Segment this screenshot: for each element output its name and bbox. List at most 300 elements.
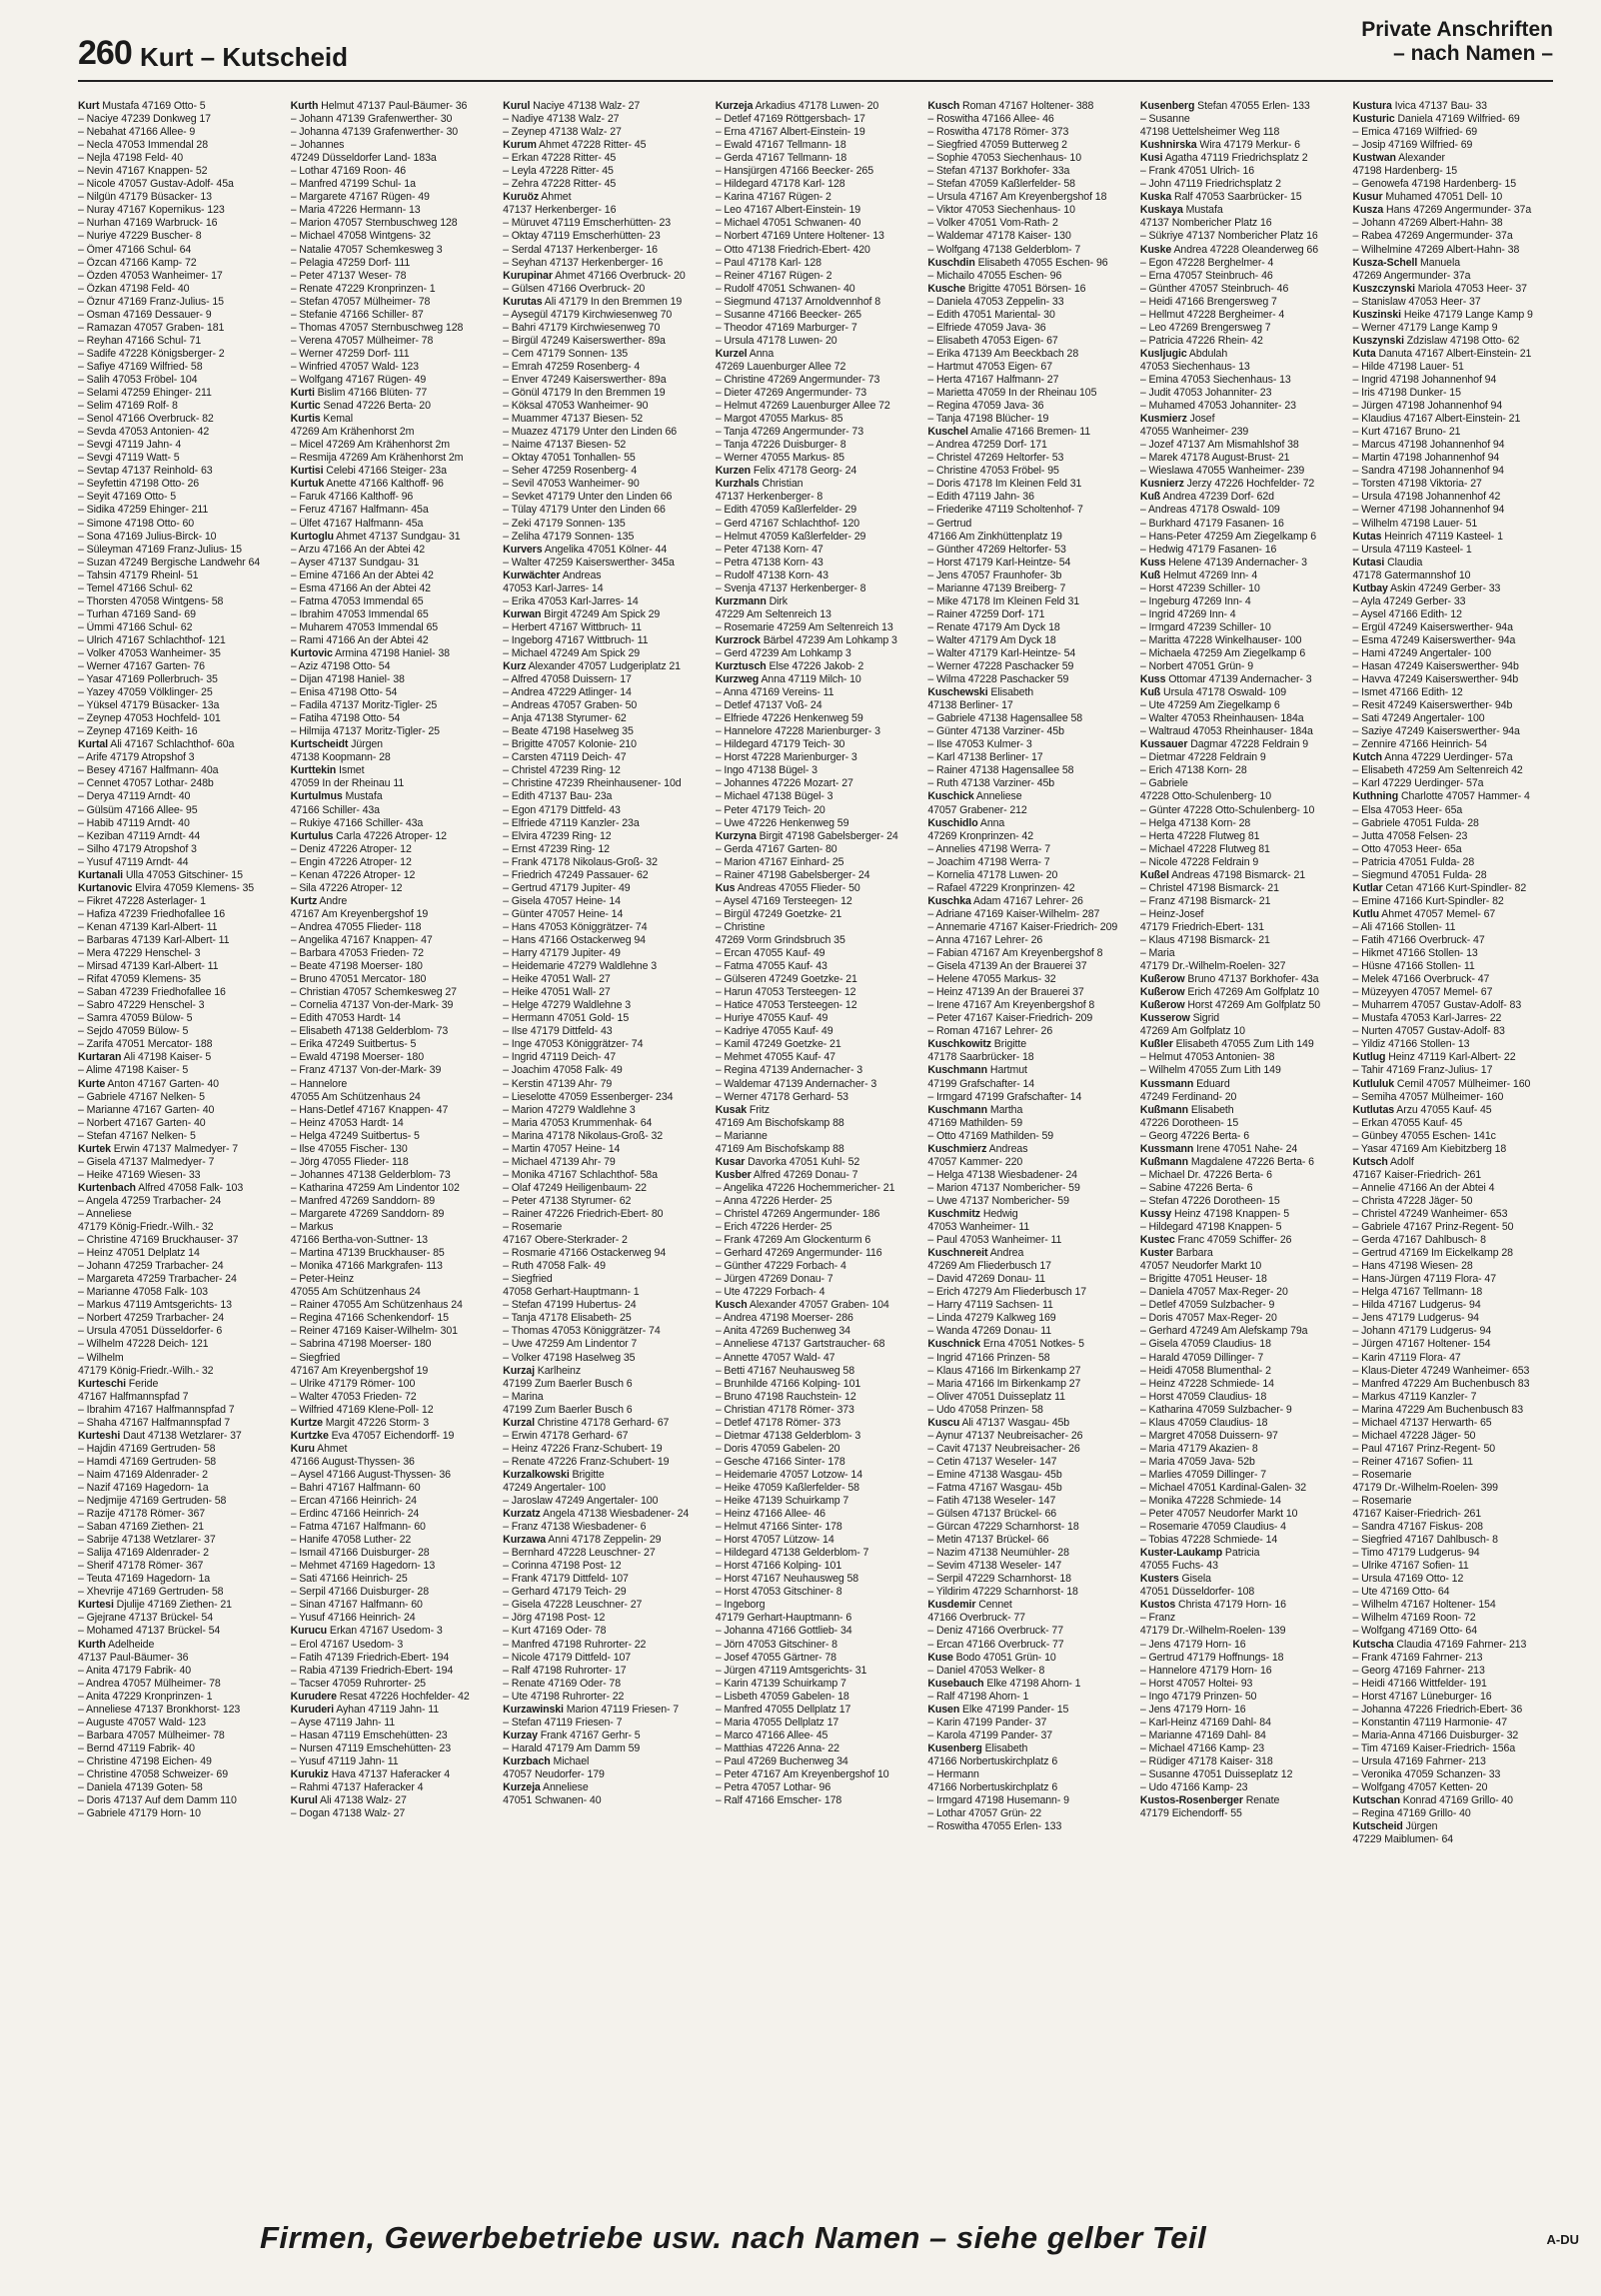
- entry-text: – Heinz 47053 Hardt- 14: [290, 1116, 404, 1129]
- entry-text: 47166 Am Zinkhüttenplatz 19: [927, 530, 1062, 543]
- entry-surname: Kurteschi: [78, 1377, 126, 1390]
- entry-text: – Franz 47137 Von-der-Mark- 39: [290, 1064, 442, 1077]
- directory-columns: [78, 100, 1559, 2198]
- directory-entry: [1140, 1508, 1347, 1521]
- directory-entry: [927, 465, 1134, 478]
- entry-text: – Svenja 47137 Herkenberger- 8: [715, 581, 866, 594]
- directory-entry: [503, 217, 710, 230]
- entry-text: – Dietmar 47228 Feldrain 9: [1139, 751, 1266, 764]
- directory-entry: [503, 1325, 710, 1338]
- entry-text: Heinrich 47119 Kasteel- 1: [1381, 530, 1503, 543]
- directory-entry: [78, 518, 285, 531]
- directory-entry: [716, 1260, 922, 1273]
- entry-text: – Frank 47269 Am Glockenturm 6: [715, 1234, 871, 1247]
- entry-text: 47055 Am Schützenhaus 24: [290, 1286, 421, 1299]
- entry-text: – Harald 47059 Dillinger- 7: [1139, 1351, 1264, 1364]
- directory-entry: [291, 986, 498, 999]
- entry-text: – Rudolf 47138 Korn- 43: [715, 569, 828, 581]
- directory-entry: [291, 335, 498, 348]
- directory-entry: [927, 1325, 1134, 1338]
- directory-entry: [78, 1208, 285, 1221]
- entry-text: – Michael 47139 Ahr- 79: [503, 1155, 616, 1168]
- directory-entry: [291, 1742, 498, 1755]
- directory-entry: [1352, 1078, 1559, 1091]
- directory-entry: [716, 1534, 922, 1547]
- entry-text: – Michael 47249 Am Spick 29: [503, 646, 641, 659]
- entry-text: – Sona 47169 Julius-Birck- 10: [78, 530, 217, 543]
- directory-entry: [1140, 1273, 1347, 1286]
- directory-entry: [1352, 1678, 1559, 1691]
- entry-text: – Stefan 47059 Kaßlerfelder- 58: [927, 178, 1075, 191]
- directory-entry: [291, 1495, 498, 1508]
- entry-text: – Elisabeth 47053 Eigen- 67: [927, 334, 1058, 347]
- entry-surname: Kutschan: [1352, 1794, 1400, 1807]
- directory-entry: [927, 1625, 1134, 1638]
- directory-entry: [1352, 1417, 1559, 1430]
- directory-entry: [503, 947, 710, 960]
- entry-text: – Erich 47279 Am Fliederbusch 17: [927, 1286, 1087, 1299]
- directory-entry: [503, 1469, 710, 1482]
- directory-entry: [1140, 100, 1347, 113]
- directory-entry: [1352, 1169, 1559, 1182]
- entry-text: Helene 47139 Andernacher- 3: [1165, 556, 1307, 569]
- entry-text: – Jürgen 47198 Johannenhof 94: [1352, 400, 1503, 413]
- directory-entry: [927, 361, 1134, 374]
- directory-entry: [503, 518, 710, 531]
- entry-text: – Kurt 47167 Bruno- 21: [1352, 426, 1461, 439]
- entry-text: – Wilhelm: [78, 1351, 124, 1364]
- entry-text: – Hermann: [927, 1768, 979, 1780]
- directory-entry: [503, 570, 710, 582]
- directory-entry: [503, 1195, 710, 1208]
- entry-text: 47057 Neudorfer- 179: [503, 1768, 605, 1780]
- entry-text: – Stefan 47119 Friesen- 7: [503, 1716, 623, 1728]
- directory-entry: [1352, 257, 1559, 270]
- entry-text: – Erkan 47228 Ritter- 45: [503, 152, 617, 165]
- directory-entry: [503, 1652, 710, 1665]
- entry-text: – Martina 47139 Bruckhauser- 85: [290, 1247, 445, 1260]
- directory-entry: [503, 1091, 710, 1104]
- entry-surname: Kusenberg: [927, 1741, 982, 1754]
- directory-entry: [1352, 843, 1559, 856]
- entry-surname: Kurwächter: [503, 569, 561, 581]
- entry-text: – Osman 47169 Dessauer- 9: [78, 308, 212, 321]
- directory-entry: [78, 465, 285, 478]
- entry-surname: Kustwan: [1352, 152, 1396, 165]
- directory-entry: [927, 1247, 1134, 1260]
- entry-text: – Ülfet 47167 Halfmann- 45a: [290, 517, 424, 530]
- entry-text: – Oktay 47051 Tonhallen- 55: [503, 452, 636, 465]
- entry-surname: Kurtulmus: [290, 790, 343, 803]
- entry-surname: Kurtal: [78, 738, 109, 751]
- directory-entry: [78, 1247, 285, 1260]
- directory-entry: [503, 1273, 710, 1286]
- entry-text: – Kadriye 47055 Kauf- 49: [715, 1025, 833, 1038]
- entry-text: – Heidi 47166 Wittfelder- 191: [1352, 1677, 1487, 1690]
- entry-surname: Kussauer: [1139, 738, 1188, 751]
- entry-text: – Sadife 47228 Königsberger- 2: [78, 347, 225, 360]
- entry-text: – Udo 47166 Kamp- 23: [1139, 1781, 1248, 1794]
- entry-text: – Brunhilde 47166 Kolping- 101: [715, 1377, 861, 1390]
- entry-surname: Kurtek: [78, 1142, 111, 1155]
- directory-entry: [927, 1338, 1134, 1351]
- entry-text: – Maria 47059 Java- 52b: [1139, 1455, 1255, 1468]
- entry-text: Franc 47059 Schiffer- 26: [1174, 1234, 1292, 1247]
- directory-entry: [716, 1469, 922, 1482]
- entry-text: – Günter 47228 Otto-Schulenberg- 10: [1139, 803, 1315, 816]
- directory-entry: [503, 999, 710, 1012]
- entry-text: – Zeynep 47138 Walz- 27: [503, 126, 622, 139]
- entry-text: – Heinz 47226 Franz-Schubert- 19: [503, 1442, 663, 1455]
- directory-entry: [1140, 1704, 1347, 1717]
- entry-surname: Kuschmierz: [927, 1142, 987, 1155]
- directory-entry: [1352, 1221, 1559, 1234]
- entry-text: – Harald 47179 Am Damm 59: [503, 1741, 641, 1754]
- entry-text: – Nurten 47057 Gustav-Adolf- 83: [1352, 1025, 1505, 1038]
- directory-entry: [78, 804, 285, 817]
- entry-text: – Hüsne 47166 Stollen- 11: [1352, 960, 1475, 973]
- entry-surname: Kußerow: [1139, 973, 1185, 986]
- directory-entry: [716, 230, 922, 243]
- entry-text: – Zarifa 47051 Mercator- 188: [78, 1038, 213, 1051]
- directory-entry: [1352, 1521, 1559, 1534]
- entry-text: – Linda 47279 Kalkweg 169: [927, 1312, 1056, 1325]
- entry-surname: Kurt: [78, 100, 100, 112]
- entry-text: – Hatice 47053 Tersteegen- 12: [715, 999, 857, 1012]
- directory-entry: [503, 1482, 710, 1495]
- directory-entry: [1352, 296, 1559, 309]
- entry-text: – Yusuf 47119 Arndt- 44: [78, 855, 189, 868]
- entry-text: – Johann 47179 Ludgerus- 94: [1352, 1325, 1492, 1338]
- directory-entry: [78, 582, 285, 595]
- entry-text: Elvira 47059 Klemens- 35: [132, 881, 255, 894]
- entry-text: – Christine 47269 Angermunder- 73: [715, 373, 880, 386]
- entry-text: – Köksal 47053 Wanheimer- 90: [503, 400, 649, 413]
- entry-text: – Esma 47166 An der Abtei 42: [290, 581, 431, 594]
- entry-text: – Johanna 47139 Grafenwerther- 30: [290, 126, 459, 139]
- entry-text: Adolf: [1387, 1155, 1414, 1168]
- directory-entry: [291, 764, 498, 777]
- directory-entry: [1140, 1130, 1347, 1143]
- entry-text: – Annette 47057 Wald- 47: [715, 1351, 835, 1364]
- directory-entry: [1140, 178, 1347, 191]
- directory-entry: [503, 1430, 710, 1443]
- directory-entry: [503, 413, 710, 426]
- entry-text: – Andrea 47055 Flieder- 118: [290, 920, 422, 933]
- entry-text: – Rosemarie: [1352, 1468, 1412, 1481]
- entry-text: – Reiner 47169 Kaiser-Wilhelm- 301: [290, 1325, 458, 1338]
- entry-text: – Horst 47167 Lüneburger- 16: [1352, 1690, 1492, 1703]
- entry-text: – Gisela 47059 Claudius- 18: [1139, 1338, 1271, 1351]
- entry-text: – Werner 47178 Gerhard- 53: [715, 1090, 848, 1103]
- directory-entry: [1352, 1586, 1559, 1599]
- directory-column-2: [291, 100, 498, 2198]
- directory-entry: [78, 947, 285, 960]
- entry-text: – Natalie 47057 Schemkesweg 3: [290, 243, 443, 256]
- directory-entry: [291, 1064, 498, 1077]
- entry-text: – Betti 47167 Neuhausweg 58: [715, 1364, 854, 1377]
- entry-text: – Sevtap 47137 Reinhold- 63: [78, 465, 213, 478]
- directory-entry: [927, 1665, 1134, 1678]
- entry-text: – Paul 47269 Buchenweg 34: [715, 1754, 848, 1767]
- directory-entry: [78, 1404, 285, 1417]
- entry-text: – Hannelore 47228 Marienburger- 3: [715, 725, 880, 738]
- entry-text: – Markus 47119 Amtsgerichts- 13: [78, 1299, 232, 1312]
- entry-text: – Fatma 47055 Kauf- 43: [715, 960, 827, 973]
- directory-entry: [927, 113, 1134, 126]
- directory-entry: [503, 1717, 710, 1729]
- entry-surname: Kurte: [78, 1077, 106, 1090]
- directory-entry: [1352, 1038, 1559, 1051]
- entry-text: – Daniela 47053 Zeppelin- 33: [927, 295, 1064, 308]
- entry-text: – Necla 47053 Immendal 28: [78, 139, 209, 152]
- directory-entry: [291, 518, 498, 531]
- entry-text: – Monika 47228 Schmiede- 14: [1139, 1495, 1281, 1508]
- directory-entry: [291, 100, 498, 113]
- directory-entry: [78, 1665, 285, 1678]
- directory-entry: [716, 531, 922, 544]
- directory-entry: [716, 113, 922, 126]
- directory-entry: [927, 1691, 1134, 1704]
- entry-text: – Johanna 47226 Friedrich-Ebert- 36: [1352, 1703, 1523, 1716]
- directory-entry: [291, 374, 498, 387]
- entry-text: – Michael 47051 Kardinal-Galen- 32: [1139, 1481, 1307, 1494]
- directory-entry: [78, 1352, 285, 1365]
- entry-text: – Monika 47166 Markgrafen- 113: [290, 1260, 443, 1273]
- entry-text: – Kamil 47249 Goetzke- 21: [715, 1038, 841, 1051]
- entry-text: – Heike 47169 Wiesen- 33: [78, 1168, 201, 1181]
- entry-text: – Fatiha 47198 Otto- 54: [290, 712, 401, 725]
- entry-text: – Maria 47179 Akazien- 8: [1139, 1442, 1258, 1455]
- directory-entry: [1352, 1156, 1559, 1169]
- directory-entry: [1140, 921, 1347, 934]
- entry-text: Zdzislaw 47198 Otto- 62: [1403, 334, 1520, 347]
- entry-text: – Hartmut 47053 Eigen- 67: [927, 360, 1053, 373]
- entry-surname: Kushnirska: [1139, 139, 1197, 152]
- entry-text: Ahmet 47137 Sundgau- 31: [333, 530, 461, 543]
- directory-entry: [503, 582, 710, 595]
- entry-text: – Yusuf 47166 Heinrich- 24: [290, 1612, 416, 1625]
- entry-text: – Helga 47138 Wiesbadener- 24: [927, 1168, 1077, 1181]
- directory-entry: [78, 1704, 285, 1717]
- entry-surname: Kussmann: [1139, 1077, 1194, 1090]
- directory-entry: [716, 986, 922, 999]
- directory-entry: [291, 1365, 498, 1378]
- directory-entry: [716, 1482, 922, 1495]
- directory-entry: [927, 283, 1134, 296]
- entry-text: 47137 Nombericher Platz 16: [1139, 217, 1272, 230]
- entry-text: – Mehmet 47055 Kauf- 47: [715, 1051, 835, 1064]
- directory-entry: [503, 204, 710, 217]
- entry-text: Margit 47226 Storm- 3: [322, 1416, 430, 1429]
- entry-surname: Kurwan: [503, 607, 542, 620]
- directory-entry: [503, 804, 710, 817]
- entry-text: – Erdinc 47166 Heinrich- 24: [290, 1508, 420, 1521]
- directory-entry: [1352, 1325, 1559, 1338]
- entry-text: – Siegmund 47137 Arnoldvennhof 8: [715, 295, 880, 308]
- directory-entry: [716, 1691, 922, 1704]
- directory-entry: [78, 309, 285, 322]
- directory-entry: [1140, 230, 1347, 243]
- directory-entry: [1140, 686, 1347, 699]
- directory-entry: [1352, 856, 1559, 869]
- directory-entry: [503, 895, 710, 908]
- entry-text: Anette 47166 Kalthoff- 96: [324, 478, 444, 491]
- entry-text: – Erika 47053 Karl-Jarres- 14: [503, 594, 639, 607]
- directory-entry: [716, 608, 922, 621]
- directory-entry: [78, 725, 285, 738]
- entry-text: – Siegfried: [290, 1351, 341, 1364]
- entry-text: – Doris 47057 Max-Reger- 20: [1139, 1312, 1277, 1325]
- entry-text: – Michael 47228 Flutweg 81: [1139, 842, 1270, 855]
- entry-surname: Kurzel: [715, 347, 748, 360]
- directory-entry: [716, 1678, 922, 1691]
- entry-text: – Wilhelm 47228 Deich- 121: [78, 1338, 209, 1351]
- entry-text: – Özden 47053 Wanheimer- 17: [78, 269, 223, 282]
- entry-text: – Fatih 47166 Overbruck- 47: [1352, 934, 1485, 946]
- directory-entry: [78, 361, 285, 374]
- directory-entry: [1352, 1794, 1559, 1807]
- directory-entry: [927, 1378, 1134, 1391]
- directory-entry: [716, 1143, 922, 1156]
- entry-text: – Christel 47269 Angermunder- 186: [715, 1207, 880, 1220]
- directory-column-4: [716, 100, 922, 2198]
- directory-entry: [503, 100, 710, 113]
- entry-text: – Helge 47279 Waldlehne 3: [503, 999, 632, 1012]
- entry-text: – Naime 47137 Biesen- 52: [503, 439, 627, 452]
- entry-text: – Helmut 47053 Antonien- 38: [1139, 1051, 1275, 1064]
- entry-text: – Ayse 47119 Jahn- 11: [290, 1716, 396, 1728]
- entry-text: – Jens 47057 Fraunhofer- 3b: [927, 569, 1062, 581]
- directory-entry: [1352, 309, 1559, 322]
- directory-entry: [291, 1025, 498, 1038]
- directory-entry: [78, 1652, 285, 1665]
- entry-text: – Norbert 47169 Untere Holtener- 13: [715, 230, 884, 243]
- directory-entry: [503, 621, 710, 634]
- directory-entry: [291, 699, 498, 712]
- entry-text: – Fatma 47167 Wasgau- 45b: [927, 1481, 1062, 1494]
- entry-text: – Gerda 47167 Dahlbusch- 8: [1352, 1234, 1486, 1247]
- directory-entry: [503, 660, 710, 673]
- entry-text: – Klaus-Dieter 47249 Wanheimer- 653: [1352, 1364, 1530, 1377]
- entry-text: – Helga 47249 Suitbertus- 5: [290, 1129, 420, 1142]
- entry-text: – Johann 47259 Trarbacher- 24: [78, 1260, 224, 1273]
- directory-entry: [503, 491, 710, 504]
- directory-entry: [1140, 1639, 1347, 1652]
- entry-surname: Kuszynski: [1352, 334, 1404, 347]
- entry-surname: Kuruderi: [290, 1703, 334, 1716]
- directory-entry: [78, 1038, 285, 1051]
- entry-text: – Sherif 47178 Römer- 367: [78, 1560, 204, 1573]
- directory-entry: [1352, 804, 1559, 817]
- entry-text: Ahmet 47057 Memel- 67: [1379, 907, 1496, 920]
- entry-surname: Kuta: [1352, 347, 1376, 360]
- entry-text: – Elsa 47053 Heer- 65a: [1352, 803, 1463, 816]
- entry-text: – Jörg 47198 Post- 12: [503, 1612, 606, 1625]
- directory-entry: [1352, 191, 1559, 204]
- directory-entry: [291, 1208, 498, 1221]
- entry-text: Celebi 47166 Steiger- 23a: [323, 465, 447, 478]
- entry-text: Andrea 47228 Oleanderweg 66: [1171, 243, 1318, 256]
- entry-surname: Kurti: [290, 387, 315, 400]
- entry-surname: Kuschel: [927, 426, 968, 439]
- directory-entry: [716, 947, 922, 960]
- directory-entry: [291, 634, 498, 647]
- entry-text: Josef: [1186, 413, 1215, 426]
- entry-text: – Karin 47119 Flora- 47: [1352, 1351, 1461, 1364]
- entry-text: – Rosemarie: [503, 1221, 563, 1234]
- directory-entry: [78, 686, 285, 699]
- directory-entry: [1352, 1025, 1559, 1038]
- entry-text: – Ali 47166 Stollen- 11: [1352, 920, 1456, 933]
- entry-text: – Susanne: [1139, 113, 1190, 126]
- entry-text: – Frank 47169 Fahrner- 213: [1352, 1651, 1483, 1664]
- directory-entry: [1352, 790, 1559, 803]
- entry-text: – Margot 47055 Markus- 85: [715, 413, 843, 426]
- directory-entry: [78, 843, 285, 856]
- entry-text: Brigitte: [569, 1468, 605, 1481]
- directory-entry: [291, 1299, 498, 1312]
- directory-entry: [503, 751, 710, 764]
- entry-text: – Nadiye 47138 Walz- 27: [503, 113, 620, 126]
- entry-surname: Kutlar: [1352, 881, 1383, 894]
- directory-entry: [927, 777, 1134, 790]
- entry-text: – Thomas 47053 Königgrätzer- 74: [503, 1325, 661, 1338]
- entry-text: – Günther 47269 Heltorfer- 53: [927, 543, 1066, 556]
- directory-entry: [1352, 738, 1559, 751]
- directory-entry: [1352, 1508, 1559, 1521]
- entry-text: – Günter 47138 Varziner- 45b: [927, 725, 1064, 738]
- directory-column-5: [927, 100, 1134, 2198]
- entry-text: – Tanja 47269 Angermunder- 73: [715, 426, 864, 439]
- directory-entry: [503, 478, 710, 491]
- entry-text: – Serdal 47137 Herkenberger- 16: [503, 243, 658, 256]
- directory-entry: [503, 960, 710, 973]
- directory-entry: [716, 1051, 922, 1064]
- entry-text: – Hanife 47058 Luther- 22: [290, 1534, 412, 1547]
- entry-text: – Karin 47139 Schuirkamp 7: [715, 1677, 846, 1690]
- entry-text: – Paul 47178 Karl- 128: [715, 256, 821, 269]
- entry-surname: Kurzbach: [503, 1754, 551, 1767]
- entry-text: – Mera 47229 Henschel- 3: [78, 947, 201, 960]
- directory-entry: [927, 999, 1134, 1012]
- entry-text: – Stefan 47137 Borkhofer- 33a: [927, 165, 1070, 178]
- directory-entry: [291, 1755, 498, 1768]
- directory-entry: [503, 191, 710, 204]
- entry-text: – Michael 47137 Herwarth- 65: [1352, 1416, 1492, 1429]
- entry-surname: Kurtesi: [78, 1599, 114, 1612]
- directory-entry: [1140, 1482, 1347, 1495]
- entry-text: – Siegfried 47059 Butterweg 2: [927, 139, 1067, 152]
- entry-text: – Maria 47055 Dellplatz 17: [715, 1716, 839, 1728]
- directory-entry: [716, 699, 922, 712]
- entry-text: – Temel 47166 Schul- 62: [78, 581, 193, 594]
- entry-text: – Melek 47166 Overbruck- 47: [1352, 973, 1490, 986]
- entry-text: – Gülseren 47249 Goetzke- 21: [715, 973, 857, 986]
- entry-text: – Ayla 47249 Gerber- 33: [1352, 594, 1466, 607]
- entry-text: – Fatih 47138 Weseler- 147: [927, 1495, 1056, 1508]
- entry-text: 47167 Am Kreyenbergshof 19: [290, 1364, 429, 1377]
- entry-text: – Yusuf 47119 Jahn- 11: [290, 1754, 399, 1767]
- directory-entry: [927, 1078, 1134, 1091]
- directory-entry: [291, 1417, 498, 1430]
- directory-entry: [503, 1247, 710, 1260]
- directory-entry: [1352, 1612, 1559, 1625]
- entry-text: 47269 Vorm Grindsbruch 35: [715, 934, 845, 946]
- directory-entry: [716, 413, 922, 426]
- directory-entry: [1140, 1286, 1347, 1299]
- entry-text: Alexander 47057 Graben- 104: [747, 1299, 889, 1312]
